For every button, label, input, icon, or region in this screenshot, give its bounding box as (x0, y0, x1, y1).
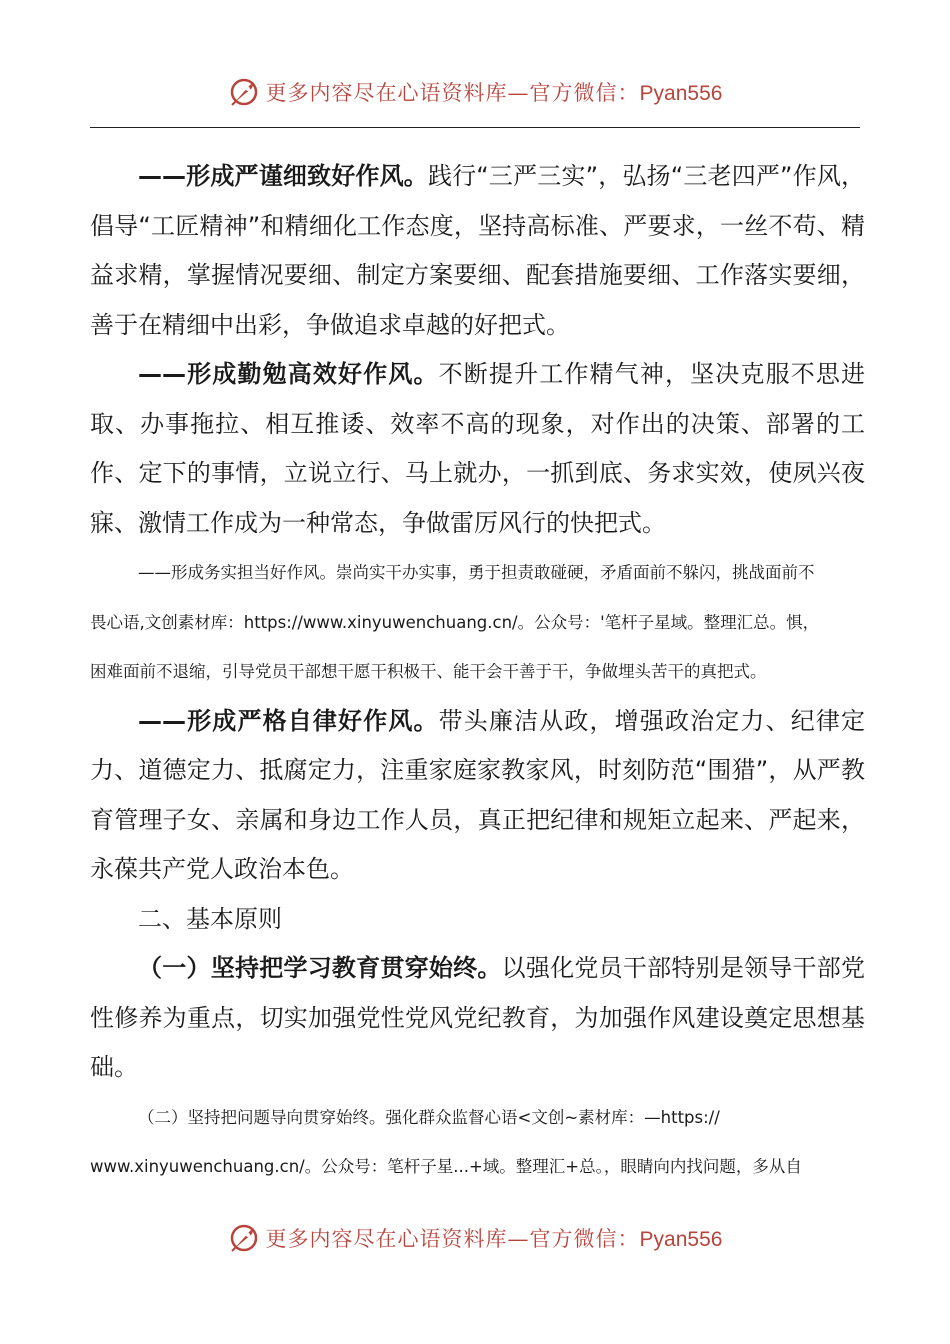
section-heading-basic-principles: 二、基本原则 (138, 904, 282, 933)
header-rule (90, 127, 860, 128)
paragraph-pragmatic-line-2: 畏心语,文创素材库：https://www.xinyuwenchuang.cn/。公众号：'笔杆子星域。整理汇总。惧， (90, 612, 820, 632)
paragraph-principle-1: （一）坚持把学习教育贯穿始终。以强化党员干部特别是领导干部党性修养为重点，切实加强党性党风党纪教育，为加强作风建设奠定思想基础。 (90, 954, 866, 1081)
header-banner (0, 72, 950, 112)
header-wechat-id: Pyan556 (639, 82, 723, 105)
paragraph-pragmatic-line-3: 困难面前不退缩，引导党员干部想干愿干积极干、能干会干善于干，争做埋头苦干的真把式。 (90, 662, 767, 681)
paragraph-principle-2-line-1: （二）坚持把问题导向贯穿始终。强化群众监督心语<文创~素材库：—https:// (138, 1107, 720, 1127)
footer-banner (0, 1218, 950, 1258)
quill-logo-icon (228, 76, 260, 108)
paragraph-pragmatic-line-1: ——形成务实担当好作风。崇尚实干办实事，勇于担责敢碰硬，矛盾面前不躲闪，挑战面前不 (138, 563, 815, 582)
paragraph-principle-2-line-2: www.xinyuwenchuang.cn/。公众号：笔杆子星...+域。整理汇+总。，眼睛向内找问题，多从自 (90, 1157, 802, 1176)
quill-logo-icon (228, 1222, 260, 1254)
footer-wechat-id: Pyan556 (639, 1228, 723, 1251)
paragraph-selfdiscipline-style: ——形成严格自律好作风。带头廉洁从政，增强政治定力、纪律定力、道德定力、抵腐定力，注重家庭家教家风，时刻防范“围猎”，从严教育管理子女、亲属和身边工作人员，真正把纪律和规矩立起来、严起来，永葆共产党人政治本色。 (90, 706, 866, 883)
paragraph-diligent-style: ——形成勤勉高效好作风。不断提升工作精气神，坚决克服不思进取、办事拖拉、相互推诿、效率不高的现象，对作出的决策、部署的工作、定下的事情，立说立行、马上就办，一抓到底、务求实效，使夙兴夜寐、激情工作成为一种常态，争做雷厉风行的快把式。 (90, 360, 866, 537)
header-banner-text: 更多内容尽在心语资料库—官方微信：Pyan556 (265, 81, 723, 105)
document-body (90, 152, 865, 1192)
paragraph-rigorous-style: ——形成严谨细致好作风。践行“三严三实”，弘扬“三老四严”作风，倡导“工匠精神”和精细化工作态度，坚持高标准、严要求，一丝不苟、精益求精，掌握情况要细、制定方案要细、配套措施要细、工作落实要细，善于在精细中出彩，争做追求卓越的好把式。 (90, 162, 866, 339)
footer-banner-text: 更多内容尽在心语资料库—官方微信：Pyan556 (265, 1227, 723, 1251)
